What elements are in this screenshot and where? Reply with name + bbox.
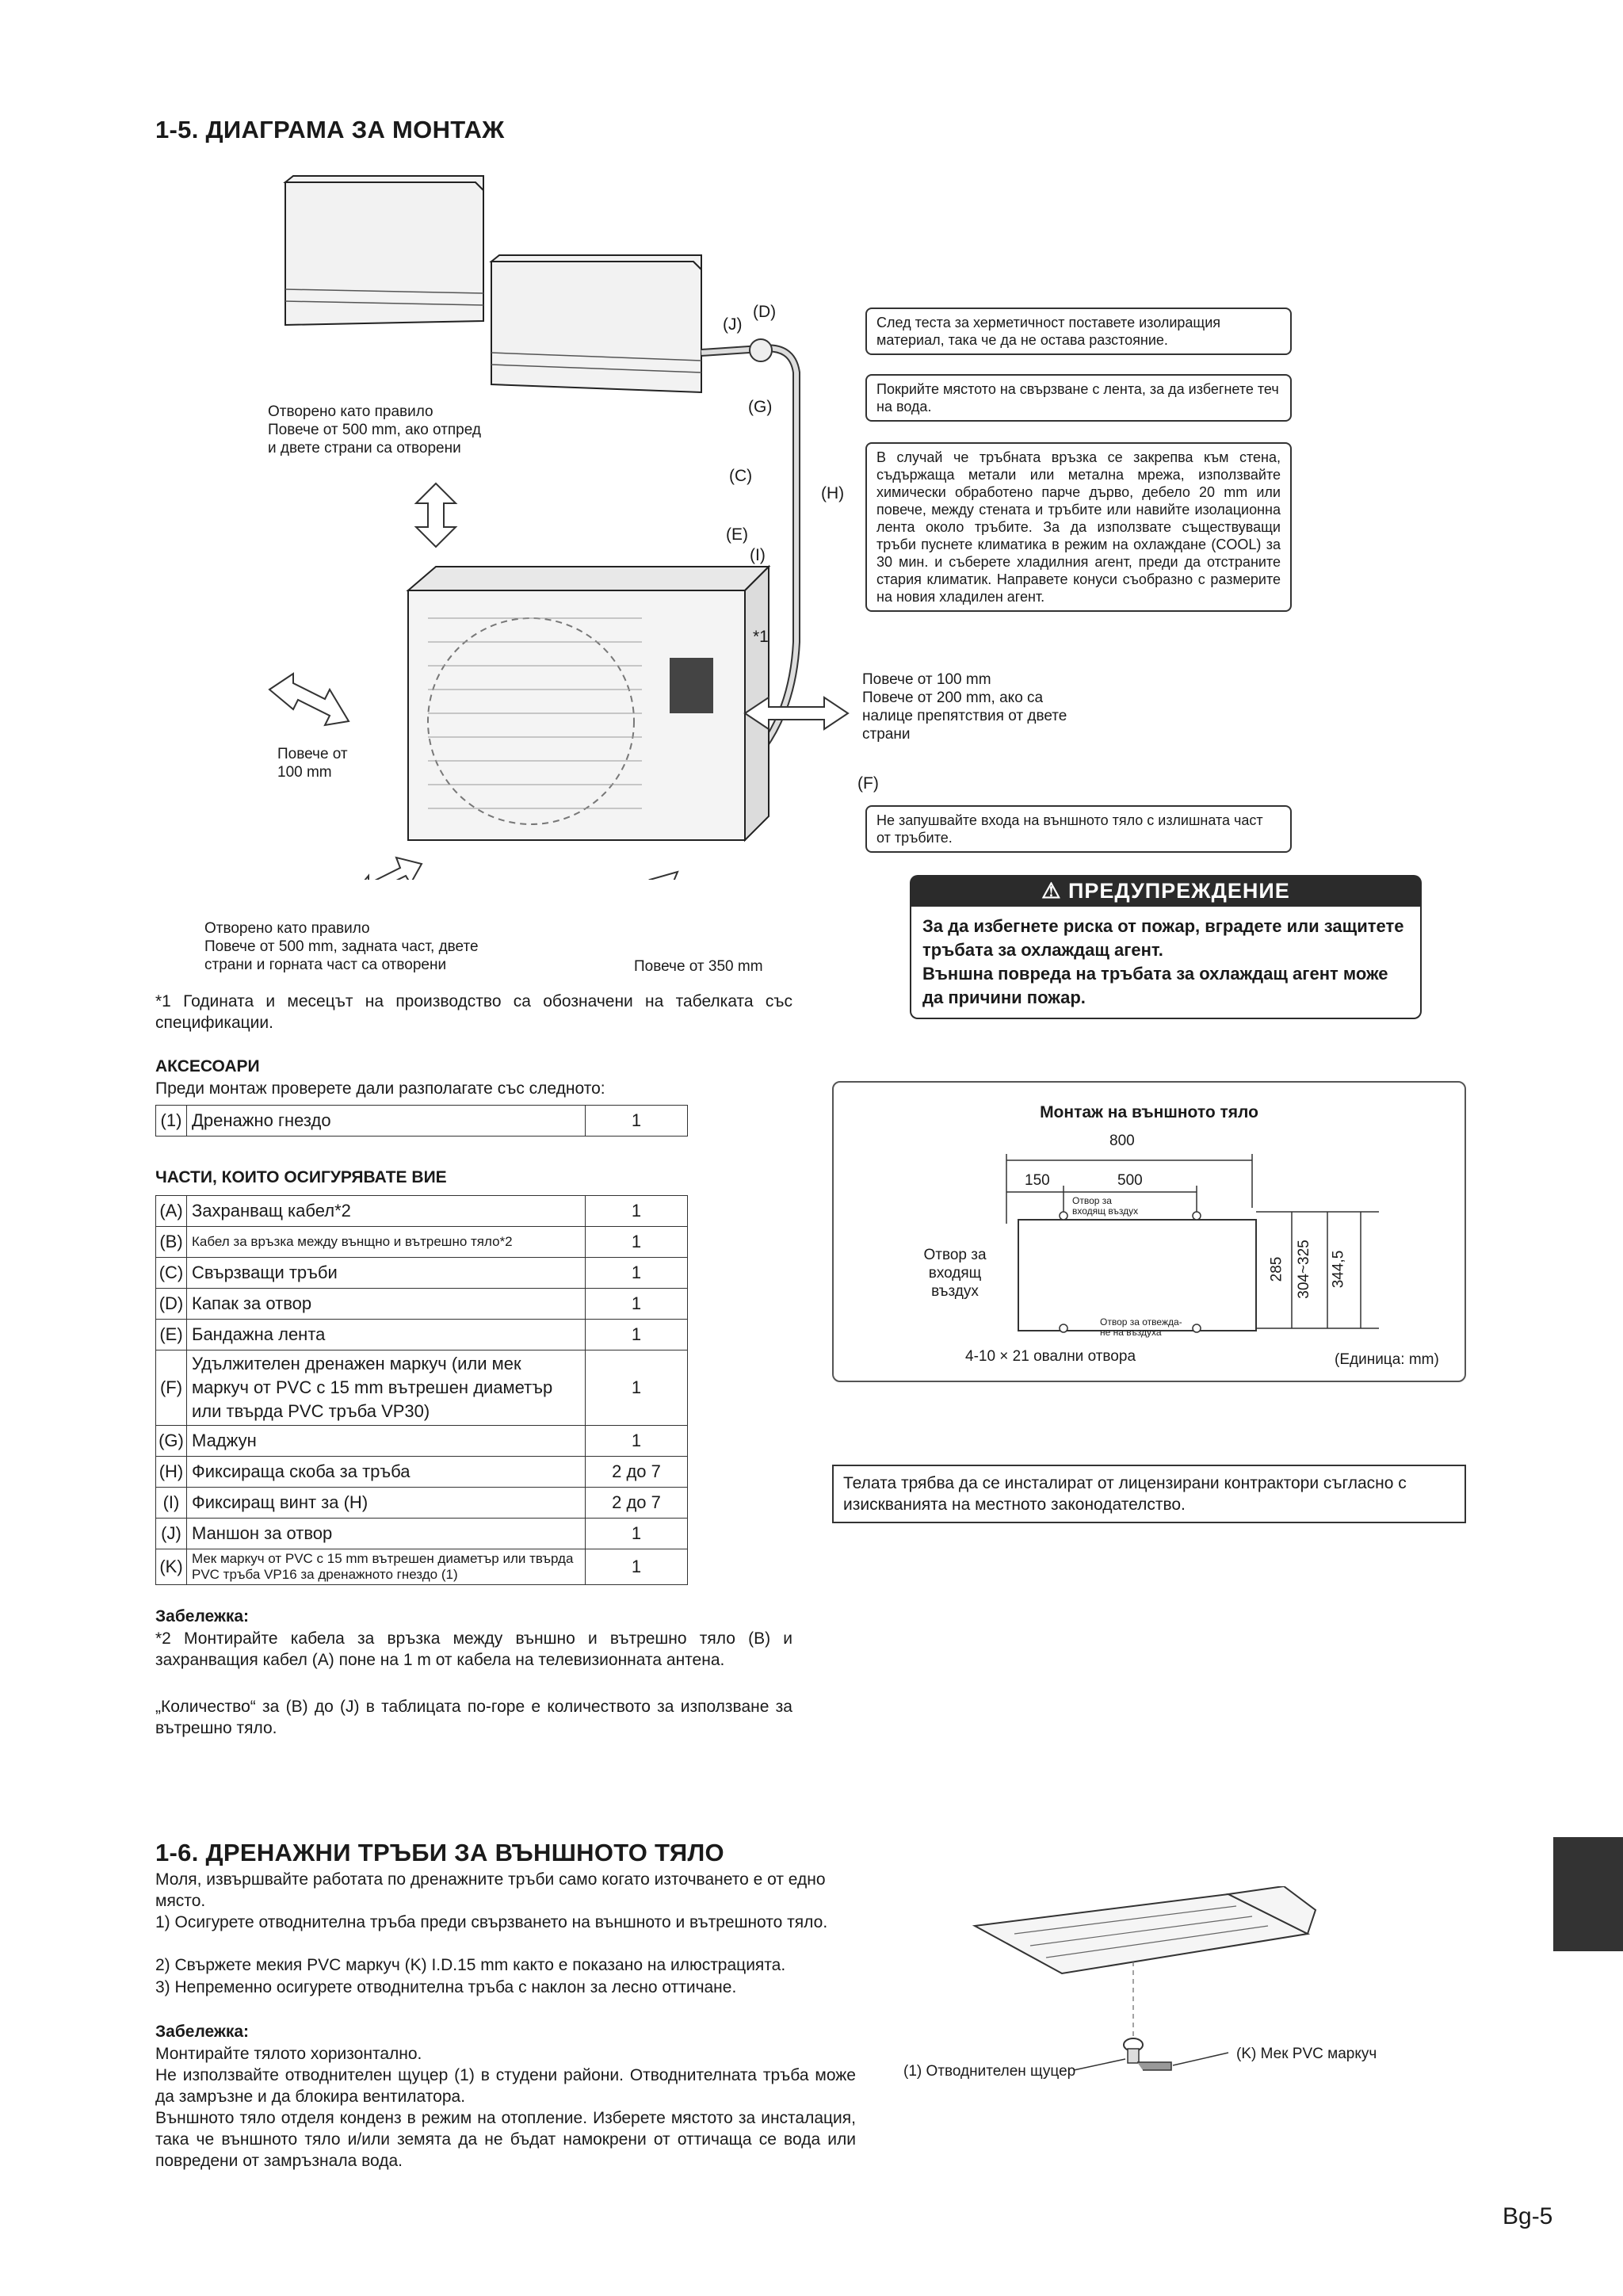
warning-header bbox=[910, 875, 1422, 907]
warning-body bbox=[910, 907, 1422, 1019]
note-text-2: „Количество“ за (B) до (J) в таблицата по-горе е количеството за използване за вътрешно тяло. bbox=[155, 1698, 792, 1737]
drain-note-lines: Монтирайте тялото хоризонтално. Не използвайте отводнителен щуцер (1) в студени райони. Отводнителната тръба може да замръзне и да блокира вентилатора. Външното тяло отделя конденз в режим на отопление. Изберете мястото за инсталация, така че външното тяло и/или земята да не бъдат намокрени от оттичаща се вода или повредени от замръзнала вода. bbox=[155, 2045, 856, 2170]
label-h: (H) bbox=[821, 484, 845, 502]
drain-hose-label: (K) Мек PVC маркуч bbox=[1236, 2046, 1377, 2062]
outlet-label: Отвор за отвежда- не на въздуха bbox=[1100, 1316, 1182, 1338]
table-row: (J) Маншон за отвор 1 bbox=[156, 1519, 688, 1549]
dim-800: 800 bbox=[1109, 1133, 1135, 1149]
accessories-intro: Преди монтаж проверете дали разполагате със следното: bbox=[155, 1079, 605, 1098]
callout-no-block: Не запушвайте входа на външното тяло с излишната част от тръбите. bbox=[865, 805, 1292, 853]
drain-note-title: Забележка: bbox=[155, 2023, 250, 2041]
warning-icon: ⚠ bbox=[1041, 879, 1068, 903]
note-text-1: *2 Монтирайте кабела за връзка между външно и вътрешно тяло (B) и захранващия кабел (A) поне на 1 m от кабела на телевизионната антена. bbox=[155, 1629, 792, 1669]
drain-socket-label: (1) Отводнителен щуцер bbox=[903, 2063, 1076, 2080]
inlet-left-label: Отвор за входящ въздух bbox=[923, 1247, 987, 1300]
page-number: Bg-5 bbox=[1503, 2203, 1553, 2229]
parts-table bbox=[155, 1195, 688, 1585]
drain-step-2: 2) Свържете мекия PVC маркуч (K) I.D.15 mm както е показано на илюстрацията. bbox=[155, 1956, 786, 1974]
warning-line-1: За да избегнете риска от пожар, вградете или защитете тръбата за охлаждащ агент. bbox=[922, 916, 1404, 960]
drain-step-3: 3) Непременно осигурете отводнителна тръба с наклон за лесно оттичане. bbox=[155, 1978, 737, 1996]
dim-285: 285 bbox=[1268, 1256, 1285, 1282]
dim-344: 344,5 bbox=[1330, 1250, 1347, 1289]
license-note: Телата трябва да се инсталират от лицензирани контрактори съгласно с изискванията на местното законодателство. bbox=[832, 1465, 1466, 1523]
label-j: (J) bbox=[723, 315, 743, 334]
label-e: (E) bbox=[726, 525, 748, 544]
section-tab bbox=[1553, 1837, 1623, 1951]
table-row: (B) Кабел за връзка между вънщно и вътрешно тяло*2 1 bbox=[156, 1227, 688, 1258]
inlet-top-label: Отвор за входящ въздух bbox=[1072, 1195, 1139, 1217]
label-i: (I) bbox=[750, 546, 766, 564]
parts-title: ЧАСТИ, КОИТО ОСИГУРЯВАТЕ ВИЕ bbox=[155, 1168, 447, 1186]
table-row: (G) Маджун 1 bbox=[156, 1426, 688, 1457]
dim-304: 304~325 bbox=[1295, 1240, 1312, 1299]
drain-intro: Моля, извършвайте работата по дренажните тръби само когато източването е от едно място. bbox=[155, 1870, 826, 1910]
warning-title: ПРЕДУПРЕЖДЕНИЕ bbox=[1067, 879, 1290, 903]
note-title: Забележка: bbox=[155, 1607, 250, 1626]
callout-insulation: След теста за херметичност поставете изолиращия материал, така че да не остава разстояние. bbox=[865, 308, 1292, 355]
section-title-1-6: 1-6. ДРЕНАЖНИ ТРЪБИ ЗА ВЪНШНОТО ТЯЛО bbox=[155, 1839, 724, 1866]
holes-label: 4-10 × 21 овални отвора bbox=[965, 1348, 1136, 1365]
clearance-left: Повече от 100 mm bbox=[277, 746, 348, 781]
callout-tape: Покрийте мястото на свързване с лента, за да избегнете теч на вода. bbox=[865, 374, 1292, 422]
table-row: (A) Захранващ кабел*2 1 bbox=[156, 1196, 688, 1227]
warning-box bbox=[910, 875, 1422, 1019]
footnote-1: *1 Годината и месецът на производство са обозначени на табелката със спецификации. bbox=[155, 992, 792, 1032]
clearance-top-left: Отворено като правило Повече от 500 mm, ако отпред и двете страни са отворени bbox=[268, 403, 481, 457]
unit-label: (Единица: mm) bbox=[1335, 1351, 1439, 1368]
table-row: (K) Мек маркуч от PVC с 15 mm вътрешен диаметър или твърда PVC тръба VP16 за дренажното гнездо (1) 1 bbox=[156, 1549, 688, 1585]
label-f: (F) bbox=[857, 774, 879, 793]
table-row: (1) Дренажно гнездо 1 bbox=[156, 1106, 688, 1137]
drain-step-1: 1) Осигурете отводнителна тръба преди свързването на външното и вътрешното тяло. bbox=[155, 1913, 828, 1931]
warning-line-2: Външна повреда на тръбата за охлаждащ агент може да причини пожар. bbox=[922, 964, 1388, 1007]
clearance-bottom-right: Повече от 350 mm bbox=[634, 958, 763, 975]
table-row: (H) Фиксираща скоба за тръба 2 до 7 bbox=[156, 1457, 688, 1488]
callout-wall-pipe: В случай че тръбната връзка се закрепва към стена, съдържаща метали или метална мрежа, използвайте химически обработено парче дърво, дебело 20 mm или повече, между стената и тръбите или навийте изолационна лента около тръбите. За да използвате съществуващи тръби пуснете климатика в режим на охлаждане (COOL) за 30 мин. и съберете хладилния агент, преди да отстраните стария климатик. Направете конуси съобразно с размерите на новия хладилен агент. bbox=[865, 442, 1292, 612]
label-g: (G) bbox=[748, 398, 773, 416]
label-c: (C) bbox=[729, 467, 753, 485]
clearance-right: Повече от 100 mm Повече от 200 mm, ако са налице препятствия от двете страни bbox=[862, 671, 1067, 743]
table-row: (C) Свързващи тръби 1 bbox=[156, 1258, 688, 1289]
label-d: (D) bbox=[753, 303, 777, 321]
table-row: (E) Бандажна лента 1 bbox=[156, 1320, 688, 1350]
accessories-table bbox=[155, 1105, 688, 1137]
table-row: (I) Фиксиращ винт за (H) 2 до 7 bbox=[156, 1488, 688, 1519]
table-row: (D) Капак за отвор 1 bbox=[156, 1289, 688, 1320]
label-mark-1: *1 bbox=[753, 628, 769, 646]
section-title-1-5: 1-5. ДИАГРАМА ЗА МОНТАЖ bbox=[155, 116, 505, 143]
accessories-title: АКСЕСОАРИ bbox=[155, 1057, 260, 1075]
mounting-title: Монтаж на външното тяло bbox=[1040, 1103, 1258, 1121]
table-row: (F) Удължителен дренажен маркуч (или мек маркуч от PVC с 15 mm вътрешен диаметър или твърда PVC тръба VP30) 1 bbox=[156, 1350, 688, 1426]
clearance-bottom-left: Отворено като правило Повече от 500 mm, задната част, двете страни и горната част са отворени bbox=[204, 920, 479, 973]
dim-150: 150 bbox=[1025, 1172, 1050, 1189]
dim-500: 500 bbox=[1117, 1172, 1143, 1189]
